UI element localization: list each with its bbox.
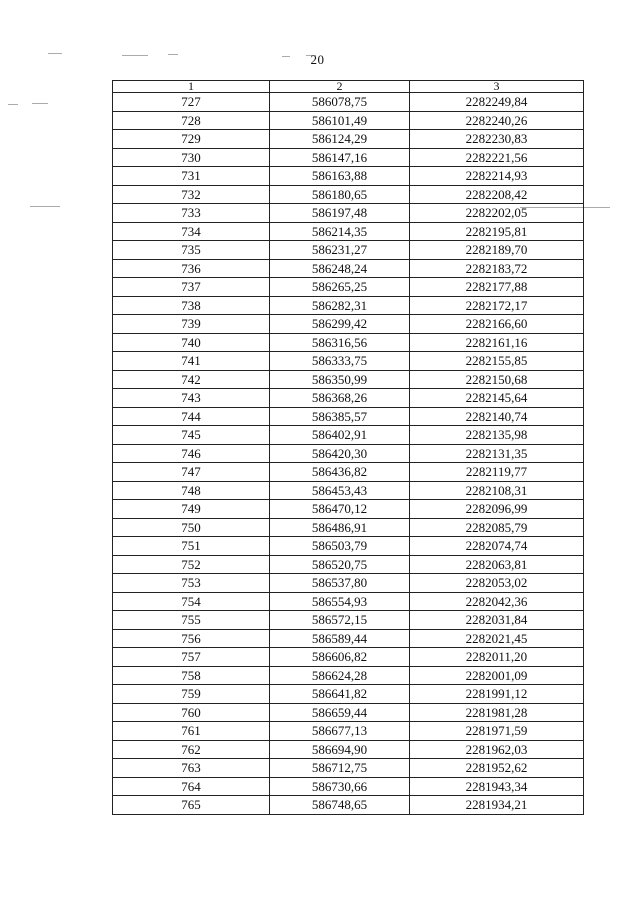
table-row bbox=[113, 481, 584, 500]
x-coordinate-cell: 586624,28 bbox=[270, 666, 410, 685]
x-coordinate-cell: 586214,35 bbox=[270, 222, 410, 241]
point-number-cell: 733 bbox=[113, 204, 270, 223]
y-coordinate-cell: 2282155,85 bbox=[410, 352, 584, 371]
point-number-cell: 750 bbox=[113, 518, 270, 537]
table-row bbox=[113, 185, 584, 204]
x-coordinate-cell: 586436,82 bbox=[270, 463, 410, 482]
y-coordinate-cell: 2282042,36 bbox=[410, 592, 584, 611]
x-coordinate-cell: 586420,30 bbox=[270, 444, 410, 463]
table-row bbox=[113, 777, 584, 796]
y-coordinate-cell: 2282150,68 bbox=[410, 370, 584, 389]
y-coordinate-cell: 2282140,74 bbox=[410, 407, 584, 426]
point-number-cell: 754 bbox=[113, 592, 270, 611]
y-coordinate-cell: 2282202,05 bbox=[410, 204, 584, 223]
y-coordinate-cell: 2282021,45 bbox=[410, 629, 584, 648]
point-number-cell: 747 bbox=[113, 463, 270, 482]
x-coordinate-cell: 586677,13 bbox=[270, 722, 410, 741]
y-coordinate-cell: 2281962,03 bbox=[410, 740, 584, 759]
scan-artifact bbox=[30, 206, 60, 207]
y-coordinate-cell: 2281971,59 bbox=[410, 722, 584, 741]
point-number-cell: 749 bbox=[113, 500, 270, 519]
table-row bbox=[113, 352, 584, 371]
table-row bbox=[113, 370, 584, 389]
point-number-cell: 756 bbox=[113, 629, 270, 648]
table-row bbox=[113, 574, 584, 593]
x-coordinate-cell: 586589,44 bbox=[270, 629, 410, 648]
table-row bbox=[113, 407, 584, 426]
y-coordinate-cell: 2282001,09 bbox=[410, 666, 584, 685]
point-number-cell: 745 bbox=[113, 426, 270, 445]
y-coordinate-cell: 2281981,28 bbox=[410, 703, 584, 722]
y-coordinate-cell: 2281943,34 bbox=[410, 777, 584, 796]
x-coordinate-cell: 586368,26 bbox=[270, 389, 410, 408]
y-coordinate-cell: 2282189,70 bbox=[410, 241, 584, 260]
table-row bbox=[113, 703, 584, 722]
x-coordinate-cell: 586503,79 bbox=[270, 537, 410, 556]
point-number-cell: 753 bbox=[113, 574, 270, 593]
header-row bbox=[113, 81, 584, 93]
point-number-cell: 736 bbox=[113, 259, 270, 278]
table-row bbox=[113, 740, 584, 759]
y-coordinate-cell: 2282096,99 bbox=[410, 500, 584, 519]
point-number-cell: 759 bbox=[113, 685, 270, 704]
x-coordinate-cell: 586350,99 bbox=[270, 370, 410, 389]
y-coordinate-cell: 2282230,83 bbox=[410, 130, 584, 149]
y-coordinate-cell: 2282063,81 bbox=[410, 555, 584, 574]
table-row bbox=[113, 426, 584, 445]
x-coordinate-cell: 586124,29 bbox=[270, 130, 410, 149]
point-number-cell: 763 bbox=[113, 759, 270, 778]
x-coordinate-cell: 586520,75 bbox=[270, 555, 410, 574]
point-number-cell: 746 bbox=[113, 444, 270, 463]
x-coordinate-cell: 586299,42 bbox=[270, 315, 410, 334]
coordinates-table bbox=[112, 80, 584, 815]
table-row bbox=[113, 278, 584, 297]
x-coordinate-cell: 586231,27 bbox=[270, 241, 410, 260]
x-coordinate-cell: 586537,80 bbox=[270, 574, 410, 593]
x-coordinate-cell: 586572,15 bbox=[270, 611, 410, 630]
point-number-cell: 739 bbox=[113, 315, 270, 334]
y-coordinate-cell: 2282177,88 bbox=[410, 278, 584, 297]
point-number-cell: 765 bbox=[113, 796, 270, 815]
table-row bbox=[113, 444, 584, 463]
table-row bbox=[113, 555, 584, 574]
y-coordinate-cell: 2282131,35 bbox=[410, 444, 584, 463]
point-number-cell: 758 bbox=[113, 666, 270, 685]
column-header-2: 2 bbox=[270, 81, 410, 93]
x-coordinate-cell: 586197,48 bbox=[270, 204, 410, 223]
table-row bbox=[113, 241, 584, 260]
table-row bbox=[113, 796, 584, 815]
table-row bbox=[113, 315, 584, 334]
table-row bbox=[113, 148, 584, 167]
table-row bbox=[113, 93, 584, 112]
y-coordinate-cell: 2282031,84 bbox=[410, 611, 584, 630]
x-coordinate-cell: 586694,90 bbox=[270, 740, 410, 759]
column-header-3: 3 bbox=[410, 81, 584, 93]
x-coordinate-cell: 586333,75 bbox=[270, 352, 410, 371]
table-row bbox=[113, 518, 584, 537]
x-coordinate-cell: 586248,24 bbox=[270, 259, 410, 278]
table-row bbox=[113, 130, 584, 149]
x-coordinate-cell: 586402,91 bbox=[270, 426, 410, 445]
point-number-cell: 764 bbox=[113, 777, 270, 796]
x-coordinate-cell: 586101,49 bbox=[270, 111, 410, 130]
point-number-cell: 731 bbox=[113, 167, 270, 186]
x-coordinate-cell: 586554,93 bbox=[270, 592, 410, 611]
table-row bbox=[113, 333, 584, 352]
table-row bbox=[113, 592, 584, 611]
point-number-cell: 735 bbox=[113, 241, 270, 260]
point-number-cell: 738 bbox=[113, 296, 270, 315]
point-number-cell: 752 bbox=[113, 555, 270, 574]
point-number-cell: 727 bbox=[113, 93, 270, 112]
table-row bbox=[113, 111, 584, 130]
x-coordinate-cell: 586453,43 bbox=[270, 481, 410, 500]
y-coordinate-cell: 2282208,42 bbox=[410, 185, 584, 204]
table-header bbox=[113, 81, 584, 93]
table-row bbox=[113, 296, 584, 315]
table-row bbox=[113, 222, 584, 241]
y-coordinate-cell: 2281934,21 bbox=[410, 796, 584, 815]
y-coordinate-cell: 2282119,77 bbox=[410, 463, 584, 482]
x-coordinate-cell: 586147,16 bbox=[270, 148, 410, 167]
table-row bbox=[113, 759, 584, 778]
y-coordinate-cell: 2282172,17 bbox=[410, 296, 584, 315]
y-coordinate-cell: 2282108,31 bbox=[410, 481, 584, 500]
x-coordinate-cell: 586282,31 bbox=[270, 296, 410, 315]
point-number-cell: 740 bbox=[113, 333, 270, 352]
x-coordinate-cell: 586470,12 bbox=[270, 500, 410, 519]
x-coordinate-cell: 586385,57 bbox=[270, 407, 410, 426]
point-number-cell: 741 bbox=[113, 352, 270, 371]
y-coordinate-cell: 2282195,81 bbox=[410, 222, 584, 241]
table-row bbox=[113, 167, 584, 186]
point-number-cell: 761 bbox=[113, 722, 270, 741]
y-coordinate-cell: 2282074,74 bbox=[410, 537, 584, 556]
x-coordinate-cell: 586641,82 bbox=[270, 685, 410, 704]
scan-artifact bbox=[8, 104, 18, 105]
x-coordinate-cell: 586730,66 bbox=[270, 777, 410, 796]
x-coordinate-cell: 586180,65 bbox=[270, 185, 410, 204]
y-coordinate-cell: 2282135,98 bbox=[410, 426, 584, 445]
table-row bbox=[113, 537, 584, 556]
y-coordinate-cell: 2282166,60 bbox=[410, 315, 584, 334]
x-coordinate-cell: 586078,75 bbox=[270, 93, 410, 112]
x-coordinate-cell: 586659,44 bbox=[270, 703, 410, 722]
x-coordinate-cell: 586712,75 bbox=[270, 759, 410, 778]
y-coordinate-cell: 2282161,16 bbox=[410, 333, 584, 352]
table-row bbox=[113, 204, 584, 223]
table-row bbox=[113, 722, 584, 741]
y-coordinate-cell: 2282145,64 bbox=[410, 389, 584, 408]
point-number-cell: 728 bbox=[113, 111, 270, 130]
x-coordinate-cell: 586316,56 bbox=[270, 333, 410, 352]
y-coordinate-cell: 2282221,56 bbox=[410, 148, 584, 167]
x-coordinate-cell: 586748,65 bbox=[270, 796, 410, 815]
y-coordinate-cell: 2282214,93 bbox=[410, 167, 584, 186]
point-number-cell: 730 bbox=[113, 148, 270, 167]
table-row bbox=[113, 389, 584, 408]
column-header-1: 1 bbox=[113, 81, 270, 93]
y-coordinate-cell: 2282249,84 bbox=[410, 93, 584, 112]
scan-artifact bbox=[32, 103, 48, 104]
table-row bbox=[113, 500, 584, 519]
point-number-cell: 762 bbox=[113, 740, 270, 759]
x-coordinate-cell: 586265,25 bbox=[270, 278, 410, 297]
y-coordinate-cell: 2282053,02 bbox=[410, 574, 584, 593]
table-row bbox=[113, 685, 584, 704]
table-body bbox=[113, 93, 584, 815]
point-number-cell: 757 bbox=[113, 648, 270, 667]
point-number-cell: 732 bbox=[113, 185, 270, 204]
point-number-cell: 751 bbox=[113, 537, 270, 556]
y-coordinate-cell: 2281952,62 bbox=[410, 759, 584, 778]
x-coordinate-cell: 586163,88 bbox=[270, 167, 410, 186]
point-number-cell: 742 bbox=[113, 370, 270, 389]
point-number-cell: 737 bbox=[113, 278, 270, 297]
point-number-cell: 743 bbox=[113, 389, 270, 408]
table-row bbox=[113, 666, 584, 685]
point-number-cell: 755 bbox=[113, 611, 270, 630]
y-coordinate-cell: 2281991,12 bbox=[410, 685, 584, 704]
x-coordinate-cell: 586486,91 bbox=[270, 518, 410, 537]
table-row bbox=[113, 648, 584, 667]
y-coordinate-cell: 2282011,20 bbox=[410, 648, 584, 667]
point-number-cell: 748 bbox=[113, 481, 270, 500]
table-row bbox=[113, 629, 584, 648]
table-row bbox=[113, 611, 584, 630]
table-row bbox=[113, 463, 584, 482]
point-number-cell: 734 bbox=[113, 222, 270, 241]
x-coordinate-cell: 586606,82 bbox=[270, 648, 410, 667]
y-coordinate-cell: 2282085,79 bbox=[410, 518, 584, 537]
point-number-cell: 729 bbox=[113, 130, 270, 149]
point-number-cell: 760 bbox=[113, 703, 270, 722]
point-number-cell: 744 bbox=[113, 407, 270, 426]
y-coordinate-cell: 2282240,26 bbox=[410, 111, 584, 130]
y-coordinate-cell: 2282183,72 bbox=[410, 259, 584, 278]
page-number: 20 bbox=[310, 52, 325, 67]
table-row bbox=[113, 259, 584, 278]
